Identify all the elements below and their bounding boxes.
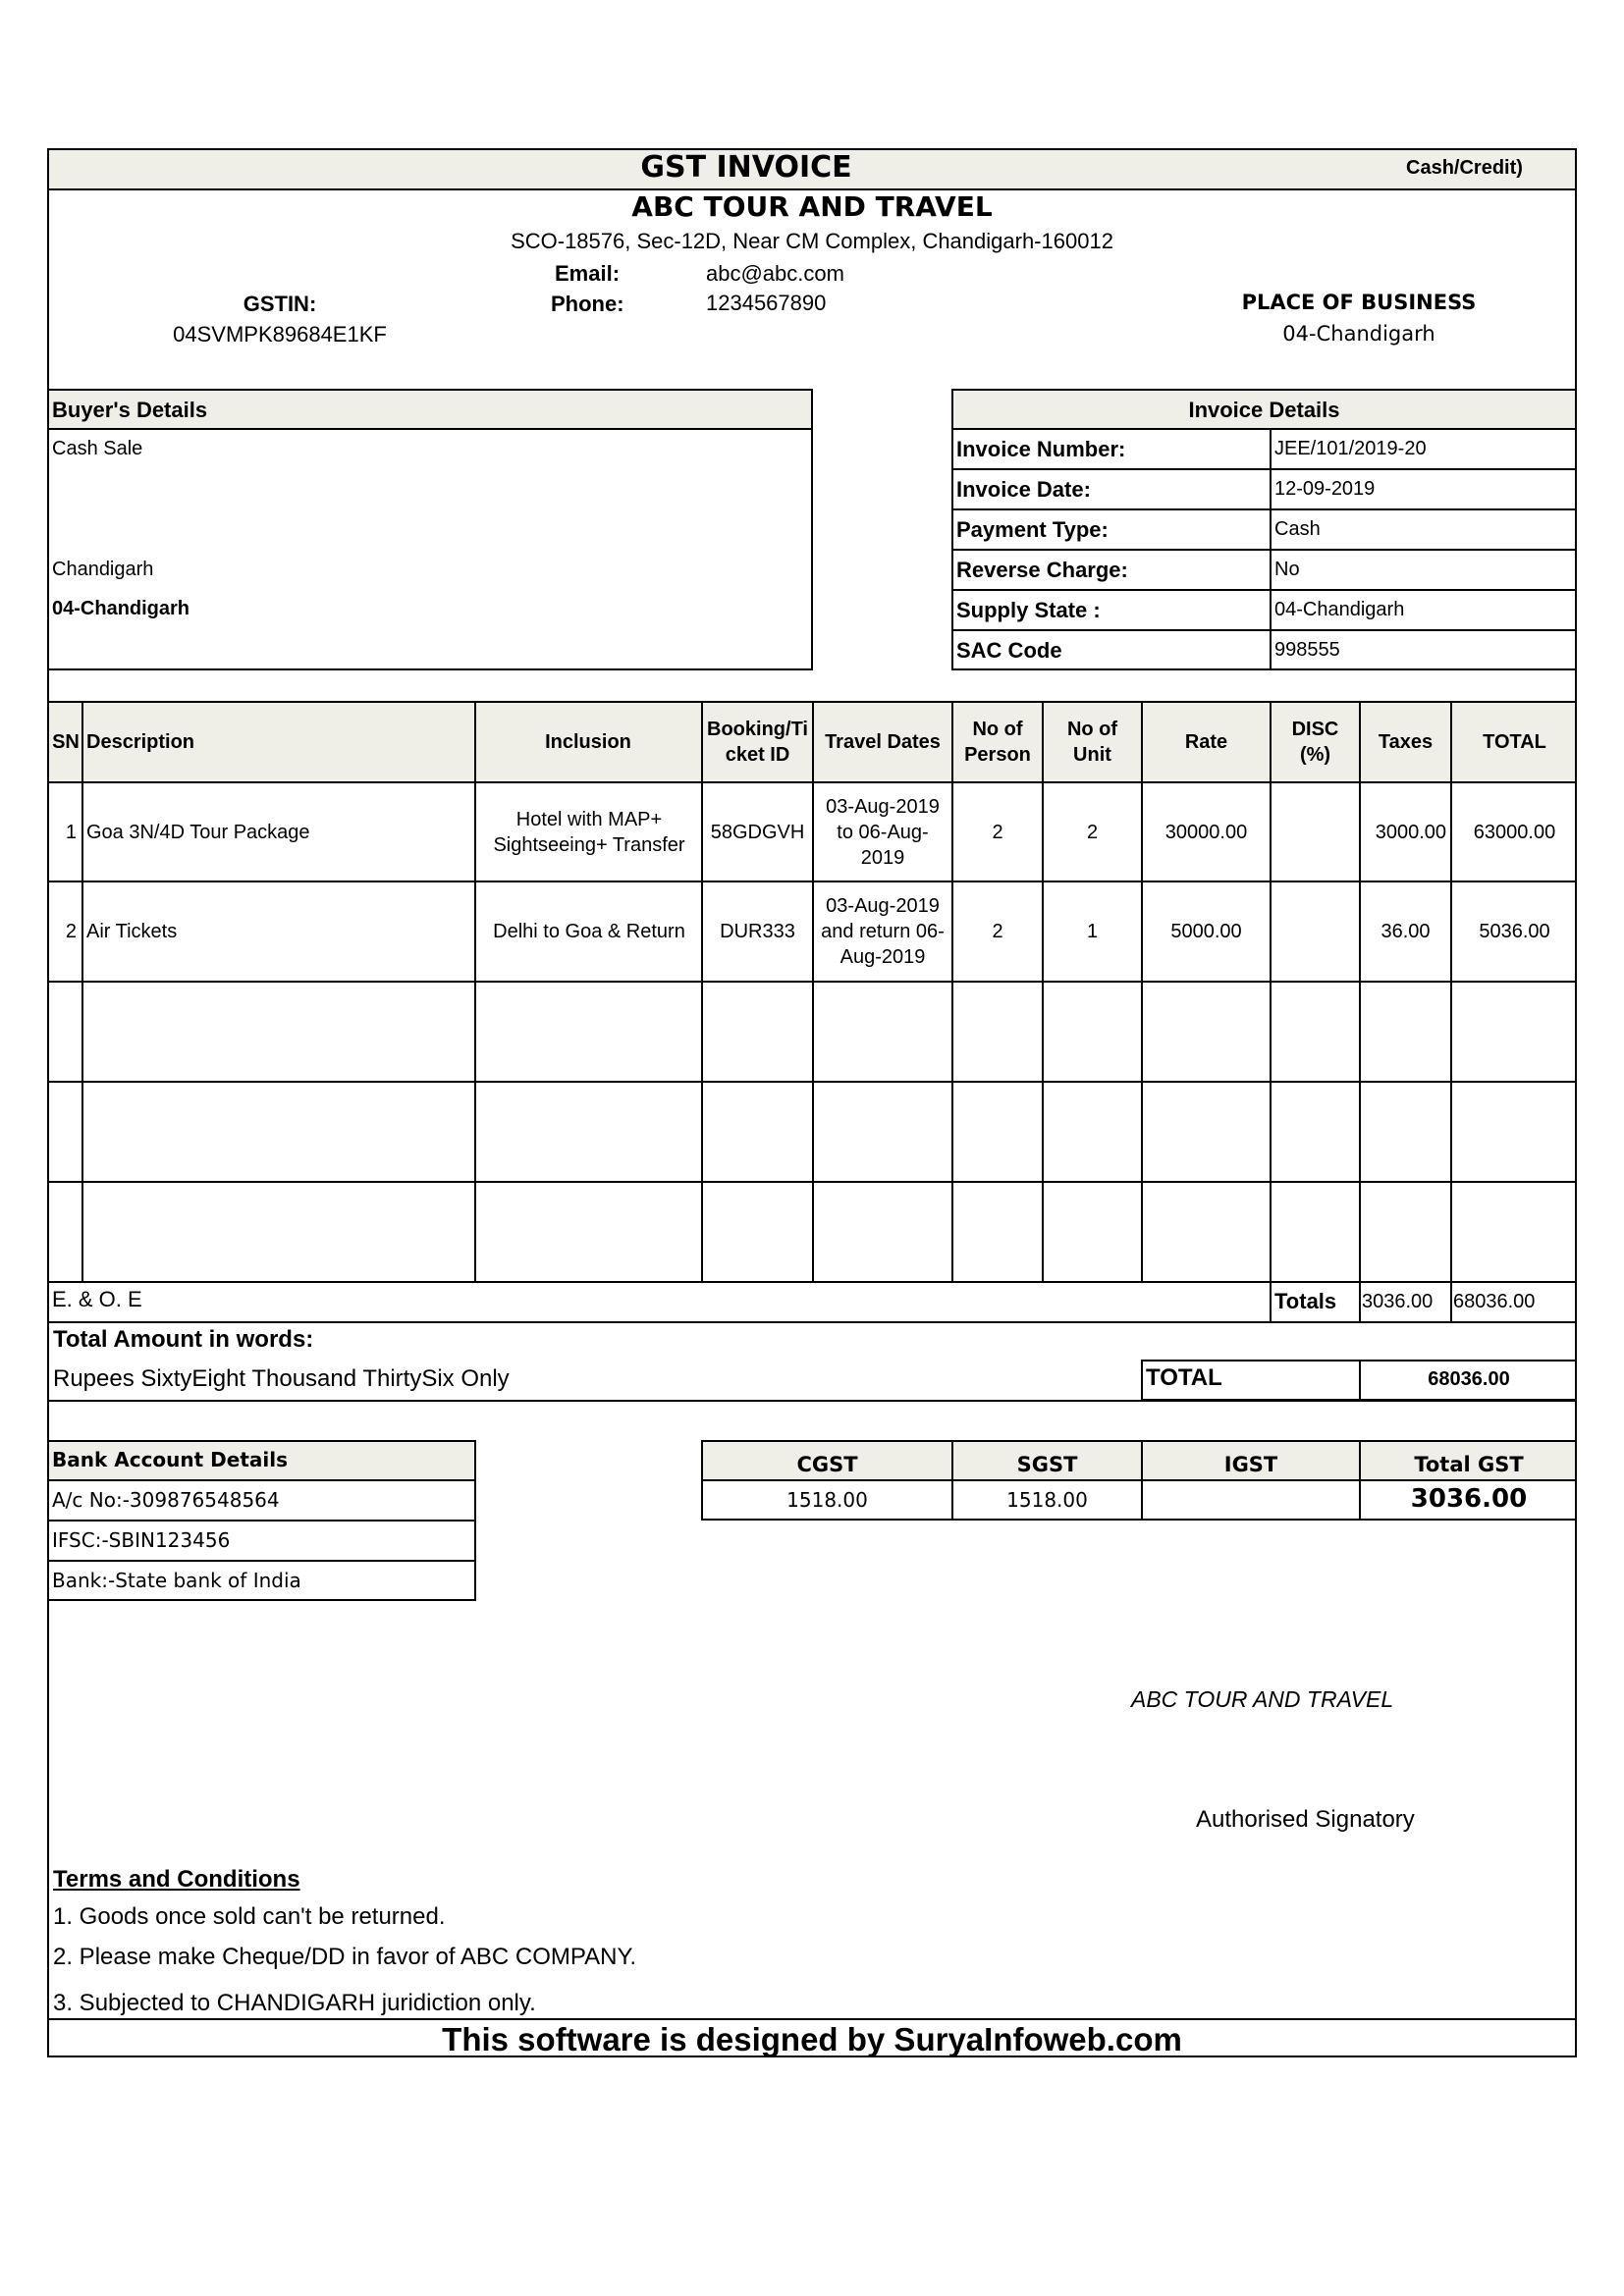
reverse-charge-label: Reverse Charge:	[956, 558, 1128, 582]
row2-description: Air Tickets	[86, 921, 178, 942]
row2-total: 5036.00	[1479, 921, 1550, 942]
row1-persons: 2	[992, 821, 1003, 843]
place-of-business-label: PLACE OF BUSINESS	[1241, 291, 1477, 314]
place-of-business-value: 04-Chandigarh	[1282, 322, 1435, 346]
invoice-date-label: Invoice Date:	[956, 477, 1091, 502]
totals-taxes: 3036.00	[1362, 1291, 1434, 1312]
row1-travel-dates: 03-Aug-2019 to 06-Aug-2019	[826, 795, 940, 869]
buyer-state: 04-Chandigarh	[52, 598, 190, 619]
row2-sn: 2	[65, 921, 77, 942]
row1-disc	[1272, 783, 1359, 881]
eoe-note: E. & O. E	[52, 1287, 142, 1311]
terms-item-1: 1. Goods once sold can't be returned.	[53, 1903, 446, 1930]
invoice-details-heading: Invoice Details	[1188, 398, 1340, 422]
bank-details-heading: Bank Account Details	[52, 1448, 289, 1471]
row1-rate: 30000.00	[1164, 821, 1248, 843]
signature-label: Authorised Signatory	[1196, 1806, 1415, 1833]
gst-value-cgst: 1518.00	[786, 1488, 868, 1512]
row2-inclusion: Delhi to Goa & Return	[493, 921, 685, 942]
invoice-title: GST INVOICE	[640, 150, 852, 185]
col-header-taxes: Taxes	[1378, 731, 1434, 753]
col-header-inclusion: Inclusion	[545, 731, 631, 753]
gst-header-cgst: CGST	[796, 1453, 858, 1477]
invoice-date-value: 12-09-2019	[1274, 478, 1376, 500]
sac-code-value: 998555	[1274, 639, 1340, 661]
supply-state-value: 04-Chandigarh	[1274, 599, 1405, 620]
row1-sn: 1	[65, 821, 77, 843]
gst-value-total: 3036.00	[1410, 1484, 1528, 1515]
col-header-total: TOTAL	[1483, 731, 1546, 753]
gstin-value: 04SVMPK89684E1KF	[173, 322, 387, 347]
invoice-number-value: JEE/101/2019-20	[1274, 438, 1427, 459]
row2-units: 1	[1086, 921, 1099, 942]
company-address: SCO-18576, Sec-12D, Near CM Complex, Chandigarh-160012	[511, 229, 1113, 253]
row1-inclusion: Hotel with MAP+ Sightseeing+ Transfer	[493, 808, 685, 856]
gst-header-igst: IGST	[1223, 1453, 1278, 1477]
terms-item-2: 2. Please make Cheque/DD in favor of ABC COMPANY.	[53, 1944, 637, 1970]
amount-words-value: Rupees SixtyEight Thousand ThirtySix Only	[53, 1365, 510, 1392]
bank-ifsc: IFSC:-SBIN123456	[52, 1528, 231, 1552]
col-header-sn: SN	[52, 731, 80, 753]
terms-item-3: 3. Subjected to CHANDIGARH juridiction only.	[53, 1990, 536, 2016]
buyer-details-box	[47, 389, 813, 670]
row2-persons: 2	[992, 921, 1003, 942]
row1-description: Goa 3N/4D Tour Package	[86, 821, 310, 843]
gst-value-igst	[1143, 1482, 1359, 1518]
company-name: ABC TOUR AND TRAVEL	[631, 190, 993, 223]
reverse-charge-value: No	[1274, 559, 1300, 580]
invoice-number-label: Invoice Number:	[956, 437, 1126, 461]
gst-header-total: Total GST	[1414, 1453, 1524, 1477]
payment-mode: Cash/Credit)	[1406, 157, 1523, 179]
gst-header-sgst: SGST	[1016, 1453, 1078, 1477]
supply-state-label: Supply State :	[956, 598, 1101, 622]
phone-label: Phone:	[551, 292, 624, 316]
sac-code-label: SAC Code	[956, 638, 1062, 663]
totals-total: 68036.00	[1453, 1291, 1536, 1312]
row1-booking-id: 58GDGVH	[710, 821, 805, 843]
bank-account-number: A/c No:-309876548564	[52, 1488, 280, 1512]
buyer-details-heading: Buyer's Details	[52, 398, 208, 422]
row1-total: 63000.00	[1473, 821, 1556, 843]
col-header-booking-id: Booking/Ticket ID	[707, 719, 808, 766]
col-header-disc: DISC (%)	[1291, 719, 1339, 766]
buyer-city: Chandigarh	[52, 559, 154, 580]
amount-words-label: Total Amount in words:	[53, 1326, 314, 1353]
terms-heading: Terms and Conditions	[53, 1866, 300, 1893]
bank-name: Bank:-State bank of India	[52, 1569, 301, 1592]
grand-total-value: 68036.00	[1428, 1368, 1510, 1390]
row2-booking-id: DUR333	[720, 921, 795, 942]
totals-label: Totals	[1274, 1289, 1337, 1313]
col-header-units: No of Unit	[1066, 719, 1118, 766]
col-header-travel-dates: Travel Dates	[825, 731, 941, 753]
email-value: abc@abc.com	[706, 261, 844, 286]
grand-total-label: TOTAL	[1146, 1364, 1222, 1391]
row2-disc	[1272, 882, 1359, 981]
gst-value-sgst: 1518.00	[1006, 1488, 1088, 1512]
row2-travel-dates: 03-Aug-2019 and return 06-Aug-2019	[821, 895, 945, 968]
col-header-rate: Rate	[1184, 731, 1228, 753]
signature-company: ABC TOUR AND TRAVEL	[1131, 1686, 1394, 1712]
col-header-description: Description	[86, 731, 195, 753]
row2-rate: 5000.00	[1170, 921, 1242, 942]
row1-units: 2	[1086, 821, 1099, 843]
email-label: Email:	[555, 261, 621, 286]
phone-value: 1234567890	[706, 291, 827, 315]
payment-type-value: Cash	[1274, 518, 1321, 540]
row2-taxes: 36.00	[1380, 921, 1431, 942]
gstin-label: GSTIN:	[243, 292, 317, 316]
footer-credit: This software is designed by SuryaInfoweb.com	[442, 2021, 1182, 2057]
buyer-name: Cash Sale	[52, 438, 143, 459]
payment-type-label: Payment Type:	[956, 517, 1109, 542]
row1-taxes: 3000.00	[1375, 821, 1446, 843]
col-header-persons: No of Person	[964, 719, 1031, 766]
